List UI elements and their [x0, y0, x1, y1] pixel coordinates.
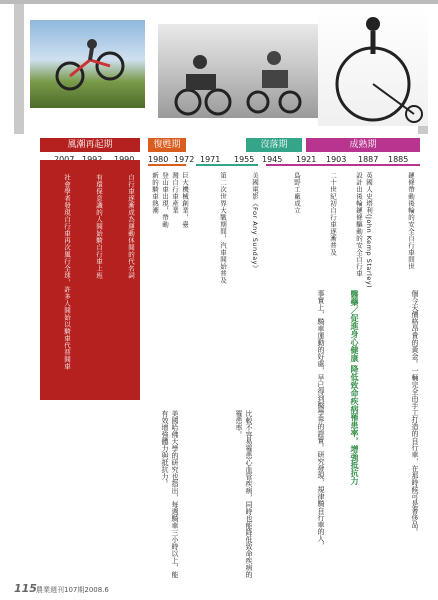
- bmx-photo: [30, 20, 145, 108]
- page-number: 115: [14, 582, 37, 595]
- entry-1921: 島野工廠成立: [293, 172, 301, 214]
- article-column: 個今天價格昂貴的黃金。一輛完全由手工打造的自行車，在那時候可是奢侈品。: [411, 290, 419, 535]
- year-label: 1945: [262, 155, 283, 164]
- article-heading: 醫藥／促進身心健康 降低致命疾病罹患率，增強抵抗力: [350, 290, 359, 485]
- year-label: 1980: [148, 155, 169, 164]
- entry-1955: 第二次世界大戰期間，汽車開始普及: [219, 172, 227, 284]
- segment-recovery: 復甦期: [148, 138, 186, 152]
- entry-1992: 有環保意識的人開始騎自行車上班: [95, 174, 103, 279]
- year-label: 1921: [296, 155, 317, 164]
- revival-box: [40, 160, 140, 400]
- mature-line: [266, 164, 420, 166]
- entry-2007: 社會學者發現自行車再次風行全球，許多人開始以騎車代替開車: [63, 174, 71, 370]
- entry-1945: 美國電影《For Any Sunday》: [251, 172, 259, 273]
- year-label: 1972: [174, 155, 195, 164]
- timeline-bar: [40, 138, 420, 152]
- left-rail: [14, 4, 24, 134]
- high-wheel-icon: [318, 4, 428, 126]
- bmx-rider-icon: [30, 20, 145, 108]
- motorcycle-photo: [158, 24, 320, 118]
- penny-farthing-photo: [318, 4, 428, 126]
- year-label: 1971: [200, 155, 221, 164]
- year-label: 1955: [234, 155, 255, 164]
- entry-1990: 自行車逐漸成為運動休閒的代名詞: [127, 174, 135, 279]
- year-label: 1885: [388, 155, 409, 164]
- article-column: 比較不容易罹患心血管疾病，同時也能降低致命疾病的罹患率。: [235, 410, 253, 578]
- segment-mature: 成熟期: [306, 138, 420, 152]
- entry-1903: 二十世紀初自行車逐漸普及: [329, 172, 337, 256]
- article-column: 美國哈佛大學的研究也指出，每週騎車三小時以上，能有效增強體力與抵抗力。: [161, 410, 179, 578]
- entry-1885: 鏈條帶動後輪的安全自行車問世: [407, 172, 415, 270]
- year-label: 1887: [358, 155, 379, 164]
- decline-line: [196, 164, 258, 166]
- riders-icon: [158, 24, 320, 118]
- article-column: 事實上，騎車運動的好處，早已得到醫學界的證實。研究發現，規律騎自行車的人，: [317, 290, 325, 549]
- entry-1972: 巨大機械創業，臺灣自行車產業: [171, 172, 189, 228]
- entry-1980: 登山車出現，帶動新的騎車熱潮: [151, 172, 169, 228]
- segment-revival: 風潮再起期: [40, 138, 140, 152]
- segment-decline: 沒落期: [246, 138, 302, 152]
- recovery-line: [148, 164, 186, 166]
- page-source: 農業週刊107期2008.6: [36, 586, 109, 594]
- entry-1887: 英國人史塔利(John Kemp Starley)設計出後輪鏈條驅動的安全自行車: [355, 172, 373, 289]
- year-label: 1903: [326, 155, 347, 164]
